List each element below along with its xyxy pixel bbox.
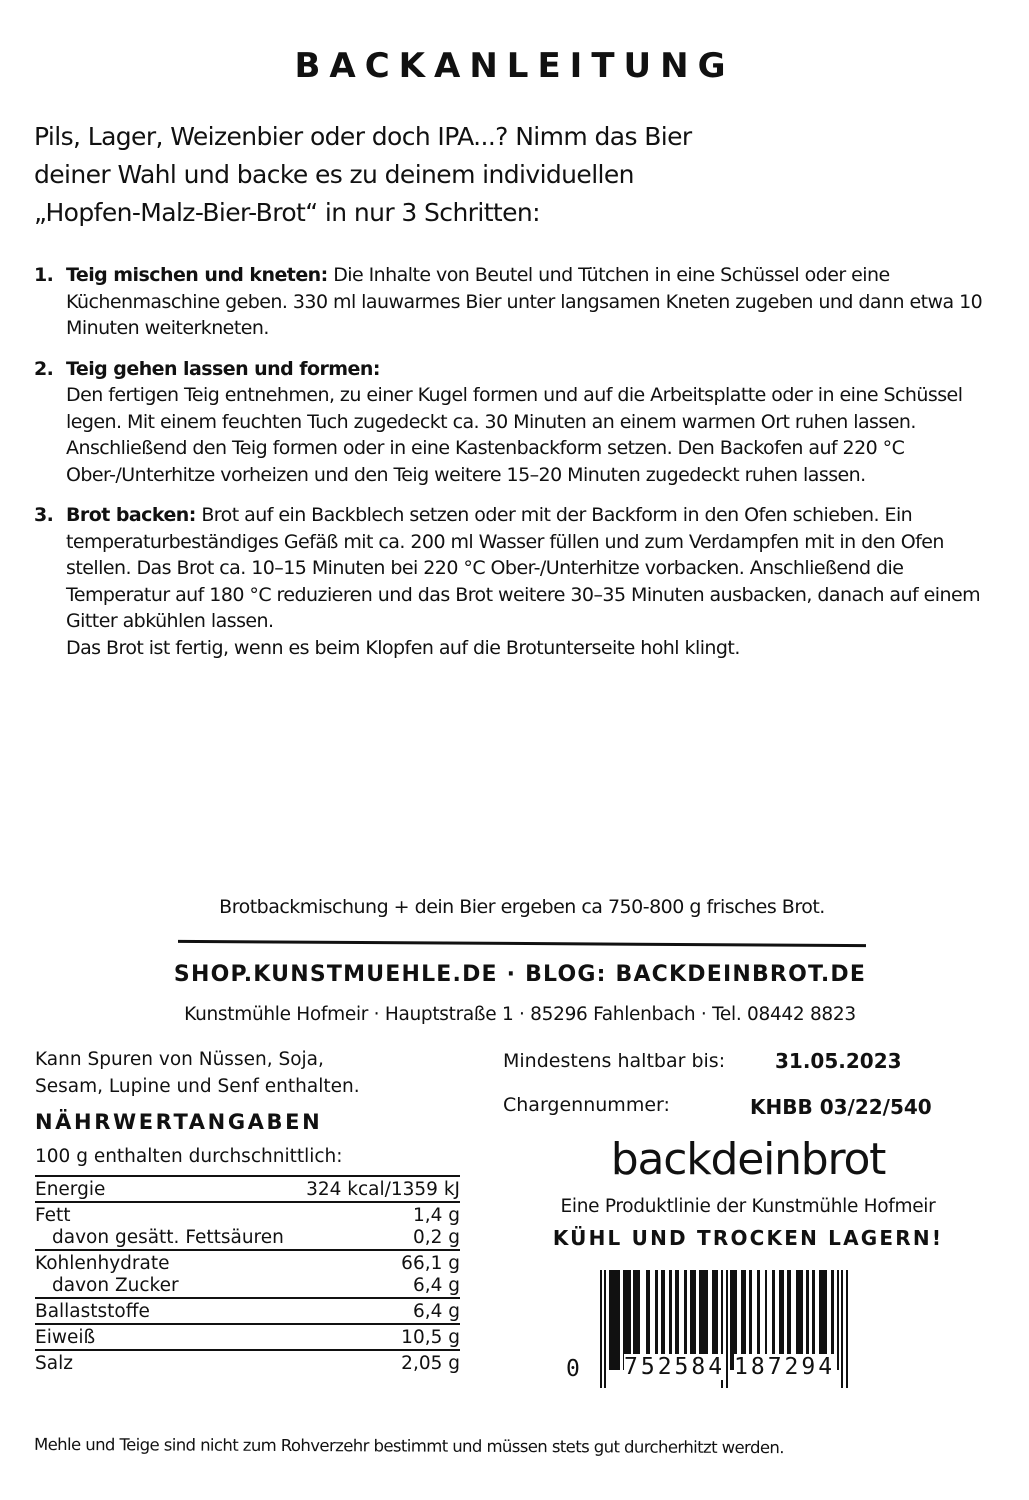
barcode-right-digits: 187294: [734, 1354, 836, 1380]
barcode-left-digits: 752584: [624, 1354, 726, 1380]
nutrition-subtitle: 100 g enthalten durchschnittlich:: [35, 1146, 343, 1167]
nutrient-label: Ballaststoffe: [35, 1298, 298, 1324]
step-text: Die Inhalte von Beutel und Tütchen in eine Schüssel oder eine Küchenmaschine geben. 330 ml lauwarmes Bier unter langsamen Kneten zugeben und dann etwa 10 Minuten weiterkneten.: [66, 264, 983, 339]
nutrient-label: davon gesätt. Fettsäuren: [52, 1227, 284, 1248]
step-text: Brot auf ein Backblech setzen oder mit der Backform in den Ofen schieben. Ein temperaturbeständiges Gefäß mit ca. 200 ml Wasser füllen und zum Verdampfen mit in den Ofen stellen. Das Brot ca. 10–15 Minuten bei 220 °C Ober-/Unterhitze vorbacken. Anschließend die Temperatur auf 180 °C reduzieren und das Brot weitere 30–35 Minuten ausbacken, danach auf einem Gitter abkühlen lassen.: [66, 504, 981, 632]
step-mix-knead: [34, 262, 1004, 342]
step-closing-note: Das Brot ist fertig, wenn es beim Klopfen auf die Brotunterseite hohl klingt.: [66, 636, 740, 659]
brand-logo: backdeinbrot: [610, 1134, 886, 1185]
batch-number-label: Chargennummer:: [503, 1094, 670, 1116]
step-number: 1.: [34, 264, 54, 286]
nutrition-table: [35, 1175, 460, 1375]
intro-line: deiner Wahl und backe es zu deinem individuellen: [34, 160, 634, 189]
page-title: BACKANLEITUNG: [294, 46, 735, 86]
batch-number: [503, 1094, 993, 1124]
intro-line: Pils, Lager, Weizenbier oder doch IPA...? Nimm das Bier: [34, 122, 692, 151]
nutrient-label: davon Zucker: [52, 1275, 179, 1296]
nutrient-value: 6,4 g: [298, 1298, 460, 1324]
step-number: 3.: [34, 504, 54, 526]
nutrition-row-salt: [35, 1350, 460, 1375]
yield-note: Brotbackmischung + dein Bier ergeben ca 750-800 g frisches Brot.: [219, 896, 825, 918]
nutrient-value: 0,2 g: [412, 1227, 460, 1248]
step-heading: Teig gehen lassen und formen:: [66, 357, 380, 380]
allergen-line: Sesam, Lupine und Senf enthalten.: [35, 1076, 360, 1097]
best-before: [503, 1050, 993, 1080]
nutrition-row-carbs: [35, 1250, 460, 1275]
storage-note: KÜHL UND TROCKEN LAGERN!: [552, 1226, 944, 1250]
nutrition-title: NÄHRWERTANGABEN: [35, 1110, 323, 1134]
barcode-lead-digit: 0: [566, 1356, 583, 1382]
step-bake: [34, 502, 1004, 661]
nutrient-label: Kohlenhydrate: [35, 1250, 298, 1275]
nutrient-value: 66,1 g: [298, 1250, 460, 1275]
nutrient-label: Eiweiß: [35, 1324, 298, 1350]
nutrition-row-fat: [35, 1202, 460, 1227]
steps-list: [34, 262, 1004, 671]
allergen-notice: [35, 1046, 485, 1100]
step-rise-shape: [34, 356, 1004, 489]
nutrient-label: Fett: [35, 1202, 298, 1227]
nutrient-value: 6,4 g: [412, 1275, 460, 1296]
nutrition-row-energy: [35, 1176, 460, 1202]
batch-number-value: KHBB 03/22/540: [750, 1095, 932, 1119]
nutrient-value: 2,05 g: [298, 1350, 460, 1375]
best-before-label: Mindestens haltbar bis:: [503, 1050, 726, 1072]
company-address: Kunstmühle Hofmeir · Hauptstraße 1 · 85296 Fahlenbach · Tel. 08442 8823: [184, 1004, 856, 1025]
step-heading: Teig mischen und kneten:: [66, 264, 328, 286]
step-number: 2.: [34, 357, 54, 380]
allergen-line: Kann Spuren von Nüssen, Soja,: [35, 1049, 324, 1070]
nutrition-row-protein: [35, 1324, 460, 1350]
safety-notice: Mehle und Teige sind nicht zum Rohverzehr bestimmt und müssen stets gut durcherhitzt werden.: [33, 1434, 784, 1458]
nutrient-value: 10,5 g: [298, 1324, 460, 1350]
nutrient-value: 324 kcal/1359 kJ: [298, 1176, 460, 1202]
brand-tagline: Eine Produktlinie der Kunstmühle Hofmeir: [560, 1196, 936, 1217]
best-before-value: 31.05.2023: [775, 1049, 902, 1073]
nutrition-row-fiber: [35, 1298, 460, 1324]
nutrient-value: 1,4 g: [298, 1202, 460, 1227]
intro-text: [34, 118, 994, 232]
divider: [178, 940, 866, 947]
nutrient-label: Energie: [35, 1176, 298, 1202]
step-text: Den fertigen Teig entnehmen, zu einer Kugel formen und auf die Arbeitsplatte oder in eine Schüssel legen. Mit einem feuchten Tuch zugedeckt ca. 30 Minuten an einem warmen Ort ruhen lassen. Anschließend den Teig formen oder in eine Kastenbackform setzen. Den Backofen auf 220 °C Ober-/Unterhitze vorheizen und den Teig weitere 15–20 Minuten zugedeckt ruhen lassen.: [66, 384, 963, 486]
barcode: [566, 1258, 906, 1393]
step-heading: Brot backen:: [66, 504, 196, 526]
nutrient-label: Salz: [35, 1350, 298, 1375]
nutrition-row-saturated-fat: [35, 1227, 460, 1250]
intro-line: „Hopfen-Malz-Bier-Brot“ in nur 3 Schritten:: [34, 198, 540, 227]
nutrition-row-sugar: [35, 1275, 460, 1298]
website-links: SHOP.KUNSTMUEHLE.DE · BLOG: BACKDEINBROT.DE: [173, 962, 867, 987]
